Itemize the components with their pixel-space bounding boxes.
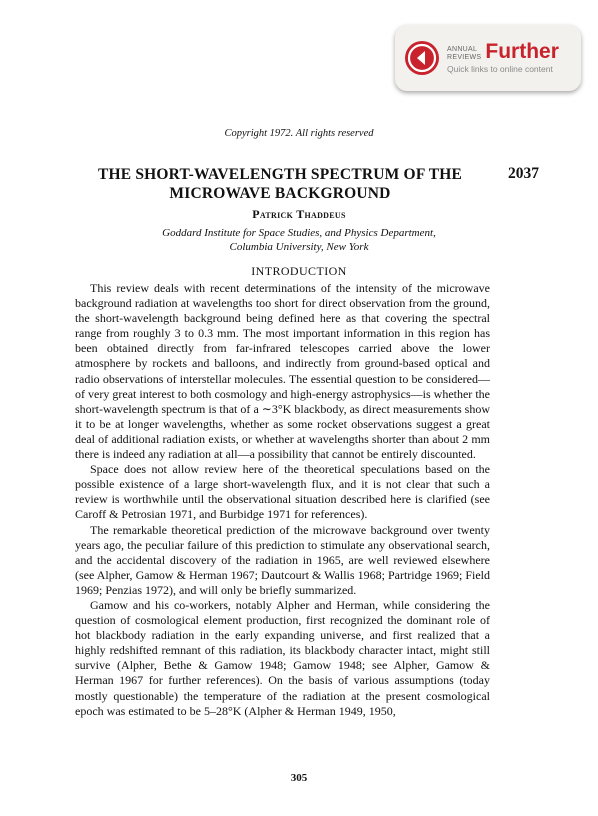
banner-subtitle: Quick links to online content <box>447 64 553 75</box>
affiliation-line-2: Columbia University, New York <box>229 240 369 253</box>
banner-reviews-label: REVIEWS <box>447 54 482 62</box>
paragraph: This review deals with recent determinations of the intensity of the microwave background radiation at wavelengths too short for direct observation from the ground, the short-wavelength background being defined here as that covering the spectral range from roughly 3 to 0.3 mm. The most important information in this region has been obtained directly from far-infrared telescopes carried above the lower atmosphere by rockets and balloons, and indirectly from ground-based optical and radio observations of interstellar molecules. The essential question to be considered—of very great interest to both cosmology and high-energy astrophysics—is whether the short-wavelength spectrum is that of a ∼3°K blackbody, as direct measurements show it to be at longer wavelengths, whether as some rocket observations suggest a great deal of additional radiation exists, or whether at wavelengths shorter than about 2 mm there is indeed any radiation at all—a possibility that cannot be entirely discounted. <box>75 281 490 462</box>
author-affiliation <box>0 227 598 254</box>
paragraph: Space does not allow review here of the theoretical speculations based on the possible existence of a large short-wavelength flux, and it is not clear that such a review is worthwhile until the observational situation described here is clarified (see Caroff & Petrosian 1971, and Burbidge 1971 for references). <box>75 462 490 522</box>
article-body <box>75 281 490 719</box>
paragraph: Gamow and his co-workers, notably Alpher and Herman, while considering the question of cosmological element production, first recognized the dominant role of hot blackbody radiation in the early expanding universe, and first realized that a highly redshifted remnant of this radiation, its blackbody character intact, might still survive (Alpher, Bethe & Gamow 1948; Gamow 1948; see Alpher, Gamow & Herman 1967 for further references). On the basis of various assumptions (today mostly questionable) the temperature of the radiation at the present cosmological epoch was estimated to be 5–28°K (Alpher & Herman 1949, 1950, <box>75 597 490 718</box>
further-banner[interactable] <box>395 25 581 91</box>
article-number: 2037 <box>508 165 539 182</box>
affiliation-line-1: Goddard Institute for Space Studies, and Physics Department, <box>162 227 436 239</box>
author-name: Patrick Thaddeus <box>252 207 346 221</box>
title-line-1: THE SHORT-WAVELENGTH SPECTRUM OF THE <box>97 166 463 183</box>
title-line-2: MICROWAVE BACKGROUND <box>169 185 391 202</box>
paragraph: The remarkable theoretical prediction of the microwave background over twenty years ago, the peculiar failure of this prediction to stimulate any observational search, and the accidental discovery of the radiation in 1965, are well reviewed elsewhere (see Alpher, Gamow & Herman 1967; Dautcourt & Wallis 1968; Partridge 1969; Field 1969; Penzias 1972), and will only be briefly summarized. <box>75 522 490 597</box>
section-heading: INTRODUCTION <box>251 264 347 278</box>
copyright-notice: Copyright 1972. All rights reserved <box>224 128 374 139</box>
page-number: 305 <box>290 772 308 784</box>
banner-annual-label: ANNUAL <box>447 46 478 54</box>
back-arrow-circle-icon <box>405 41 439 75</box>
article-title <box>60 165 500 203</box>
banner-further-label: Further <box>485 40 559 64</box>
